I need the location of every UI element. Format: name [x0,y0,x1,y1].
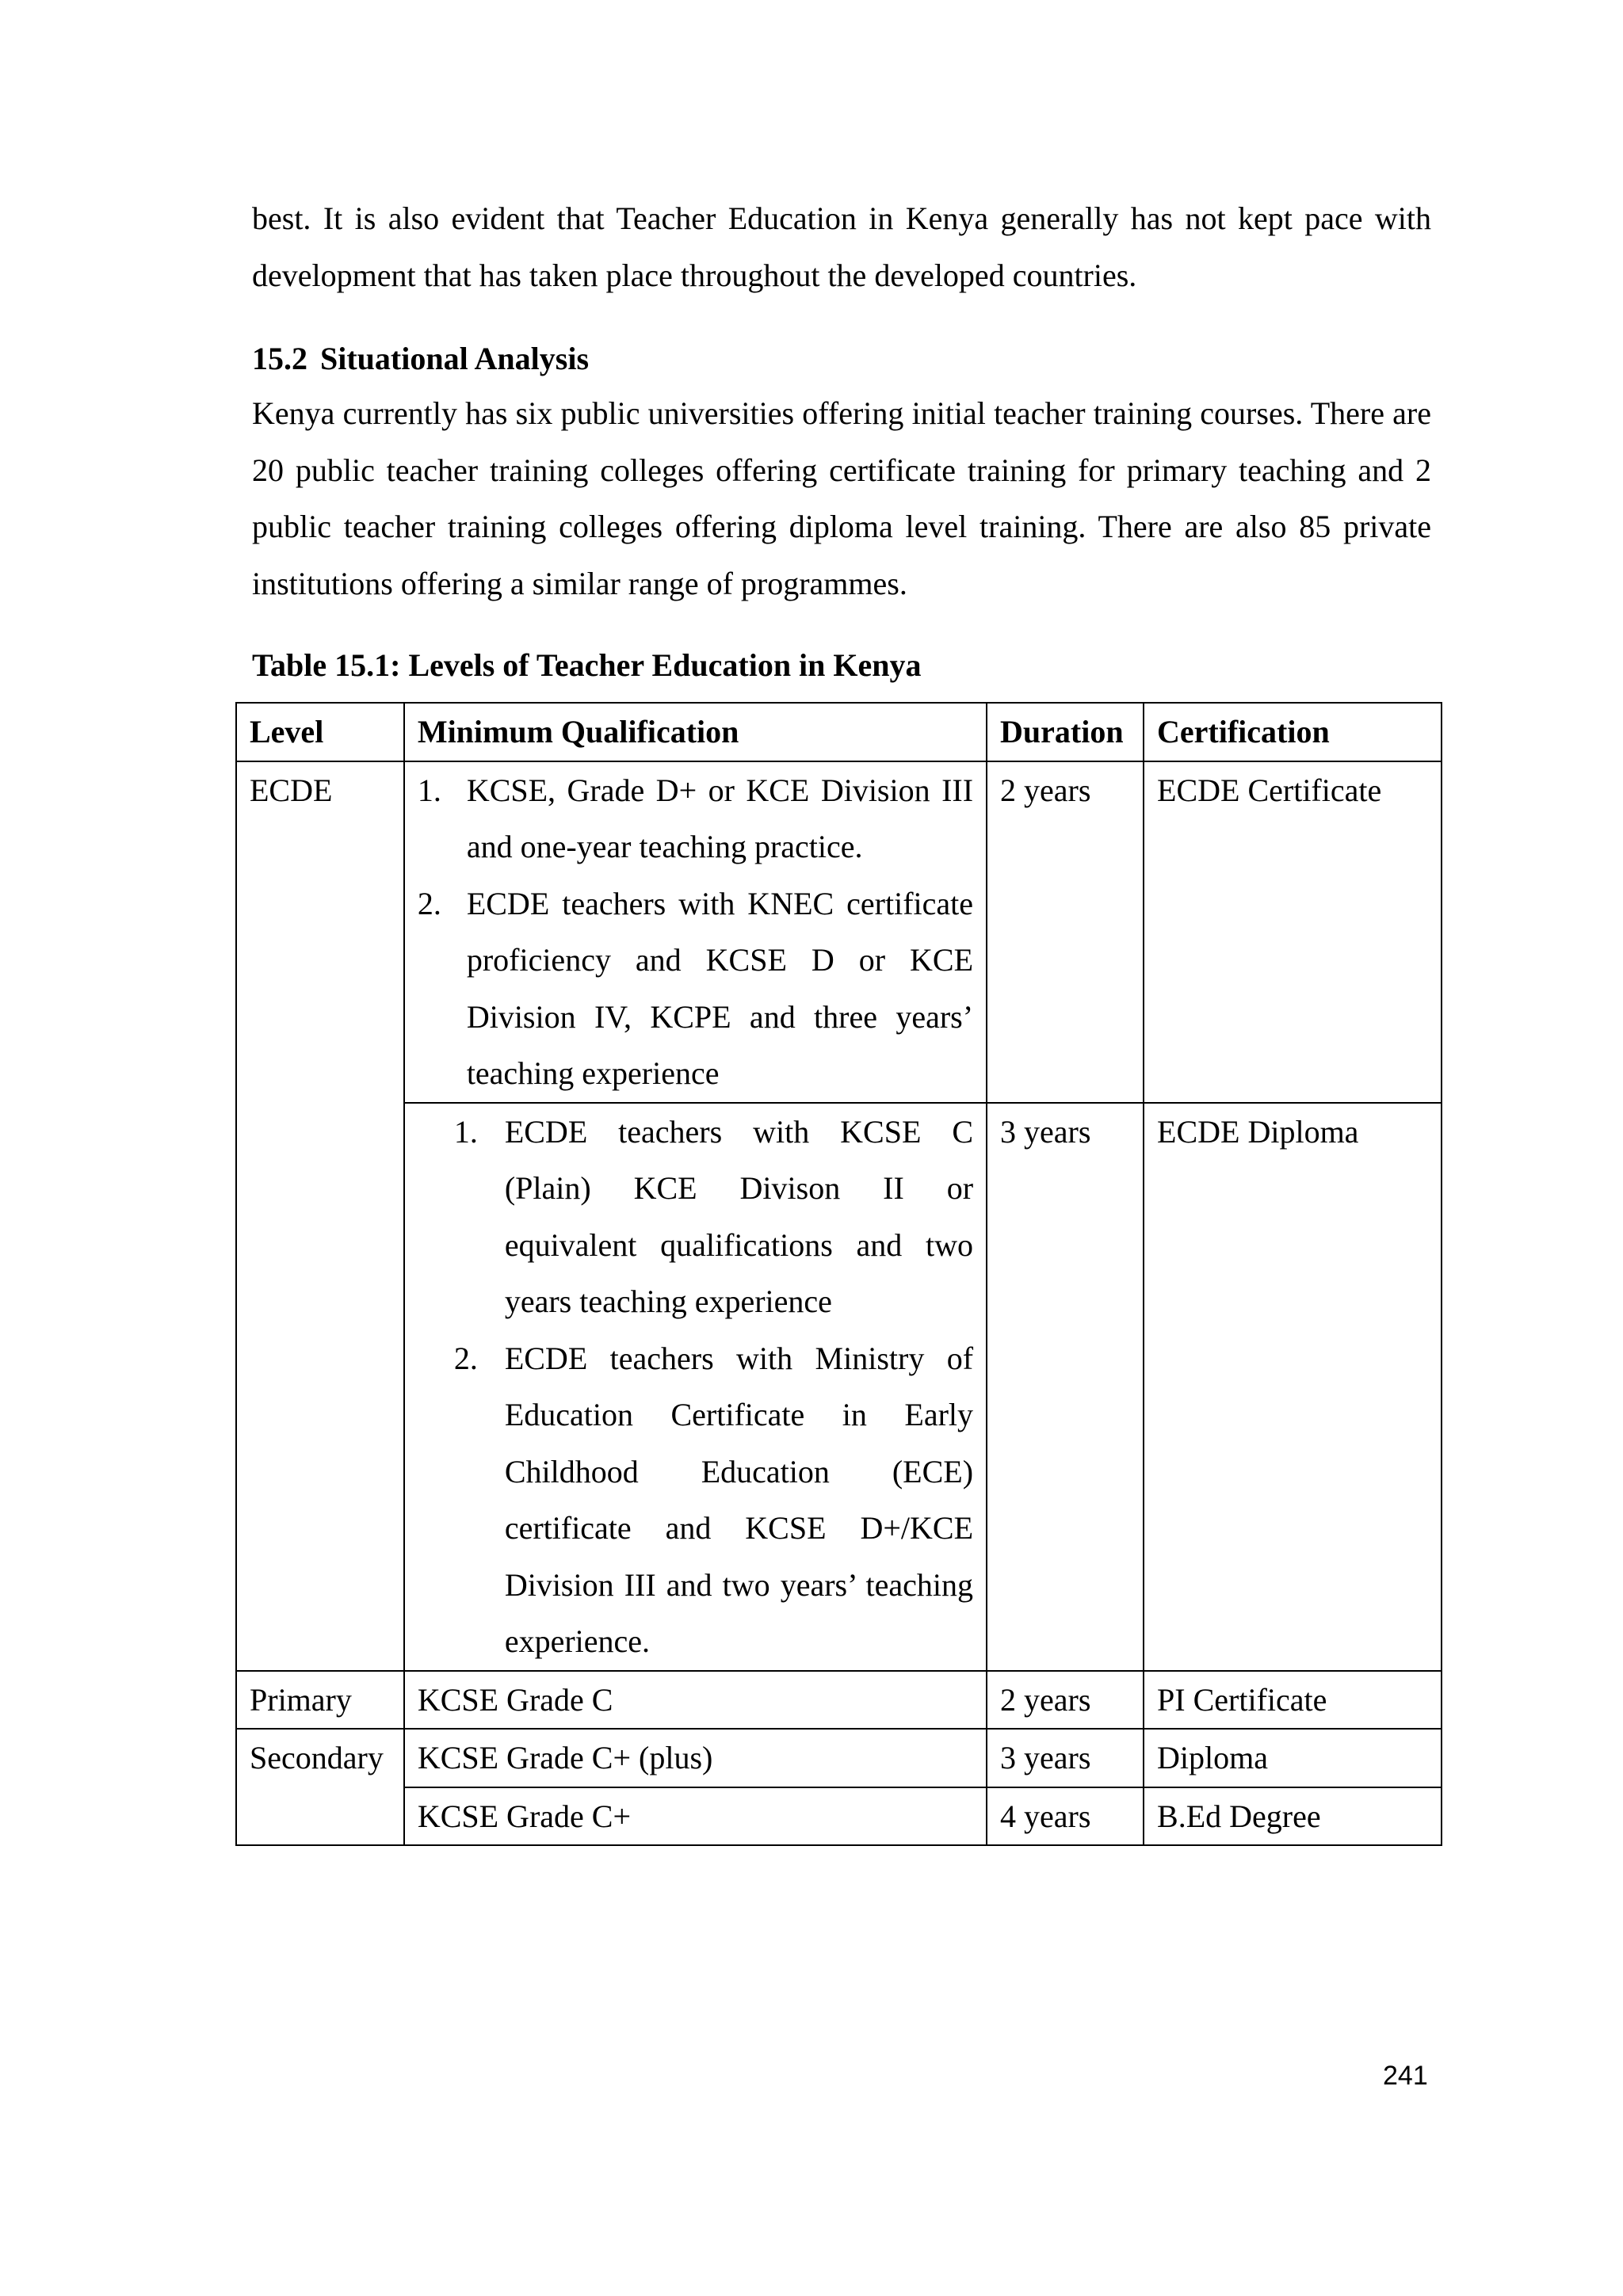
list-item [418,1330,973,1670]
level-cell-secondary: Secondary [236,1729,404,1845]
header-certification: Certification [1144,703,1442,761]
table-caption: Table 15.1: Levels of Teacher Education in Kenya [252,647,922,683]
list-item-text: ECDE teachers with Ministry of Education Certificate in Early Childhood Education (ECE) certificate and KCSE D+/KCE Division III and two years’ teaching experience. [504,1340,974,1659]
level-cell-primary: Primary [236,1671,404,1730]
header-level: Level [236,703,404,761]
certification-cell: ECDE Diploma [1144,1103,1442,1671]
list-item-text: KCSE, Grade D+ or KCE Division III and one-year teaching practice. [466,772,974,864]
list-item-text: ECDE teachers with KCSE C (Plain) KCE Divison II or equivalent qualifications and two years teaching experience [504,1113,974,1319]
list-marker: 1. [453,1113,478,1150]
section-title: Situational Analysis [320,341,590,376]
intro-paragraph: best. It is also evident that Teacher Education in Kenya generally has not kept pace with development that has taken place throughout the developed countries. [252,200,1431,293]
duration-cell: 2 years [987,1671,1144,1730]
duration-cell: 3 years [987,1729,1144,1787]
certification-cell: ECDE Certificate [1144,761,1442,1103]
list-item [418,762,973,875]
list-marker: 1. [417,772,441,808]
qualification-cell [404,1103,987,1671]
section-heading [252,339,589,379]
qualification-cell: KCSE Grade C [404,1671,987,1730]
certification-cell: PI Certificate [1144,1671,1442,1730]
qualification-cell: KCSE Grade C+ [404,1787,987,1846]
duration-cell: 3 years [987,1103,1144,1671]
duration-cell: 4 years [987,1787,1144,1846]
table-row [236,1671,1442,1730]
qualification-cell [404,761,987,1103]
level-cell-ecde: ECDE [236,761,404,1671]
table-row [236,761,1442,1103]
page-number: 241 [1383,2061,1428,2091]
header-minimum-qualification: Minimum Qualification [404,703,987,761]
list-item [418,1104,973,1330]
header-duration: Duration [987,703,1144,761]
levels-table [235,702,1442,1846]
certification-cell: Diploma [1144,1729,1442,1787]
section-paragraph: Kenya currently has six public universities offering initial teacher training courses. There are 20 public teacher training colleges offering certificate training for primary teaching and 2 public teacher training colleges offering diploma level training. There are also 85 private institutions offering a similar range of programmes. [252,395,1431,601]
certification-cell: B.Ed Degree [1144,1787,1442,1846]
table-header-row [236,703,1442,761]
duration-cell: 2 years [987,761,1144,1103]
table-row [236,1787,1442,1846]
list-item-text: ECDE teachers with KNEC certificate proficiency and KCSE D or KCE Division IV, KCPE and three years’ teaching experience [466,885,974,1091]
section-number: 15.2 [252,341,307,376]
list-marker: 2. [453,1340,478,1376]
table-row [236,1729,1442,1787]
qualification-list [418,1104,973,1670]
qualification-list [418,762,973,1102]
qualification-cell: KCSE Grade C+ (plus) [404,1729,987,1787]
list-marker: 2. [417,885,441,921]
list-item [418,875,973,1102]
table-row [236,1103,1442,1671]
